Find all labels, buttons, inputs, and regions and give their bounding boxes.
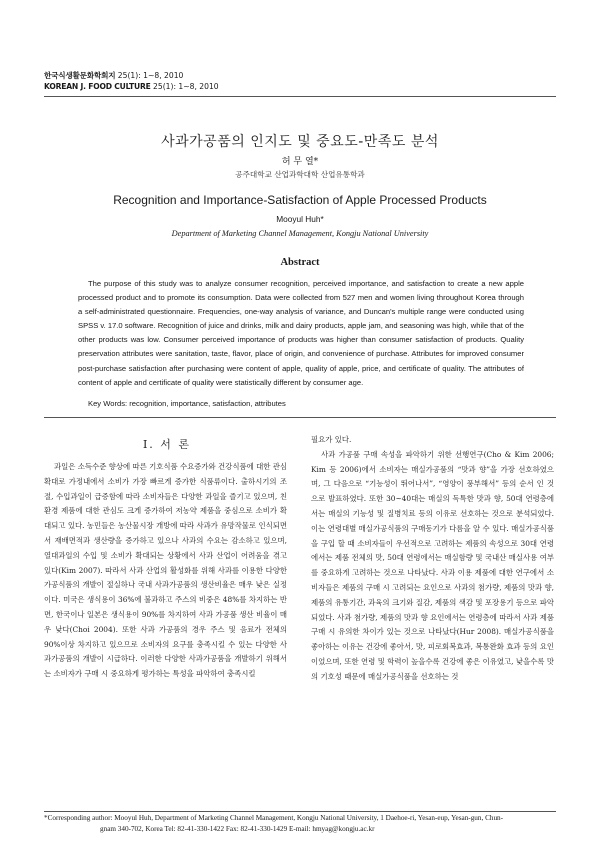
abstract-heading: Abstract (280, 257, 320, 268)
affiliation-ko: 공주대학교 산업과학대학 산업유통학과 (235, 170, 365, 179)
affiliation-en: Department of Marketing Channel Management, Kongju National University (171, 229, 429, 238)
journal-issue-ko: 25(1): 1~8, 2010 (117, 71, 184, 80)
abstract-body: The purpose of this study was to analyze consumer recognition, perceived importance, and satisfaction to create a new apple processed product and to promote its consumption. Data were collected from 527 men and women living throughout Korea through a self-administrated questionnaire. Frequencies, one-way analysis of variance, and Duncan's multiple range were conducted using SPSS v. 17.0 software. Recognition of juice and drinks, milk and dairy products, apple jam, and seasoning was high, while that of the other products was low. Consumer perceived importance of products was higher than consumer satisfaction of products. Quality preservation attributes were sanitation, taste, flavor, place of origin, and convenience of purchase. Attributes for improved consumer post-purchase satisfaction after purchasing were content of apple, quality of apple, price, and certificate of quality. The attributes of content of apple and certificate of quality were statistically different by consumer age. (78, 279, 524, 387)
corresponding-author-footnote (44, 813, 556, 834)
header-divider (44, 96, 556, 97)
footnote-divider (44, 811, 556, 812)
intro-paragraph-continued: 필요가 있다. (311, 435, 352, 444)
intro-paragraph: 과일은 소득수준 향상에 따른 기호식품 수요증가와 건강식품에 대한 관심확대로 가정내에서 소비가 가장 빠르게 증가한 식품류이다. 출하시기의 조절, 수입과일이 급증함에 따라 소비자들은 다양한 과일을 즐기고 있으며, 친환경 제품에 대한 관심도 크게 증가하여 저농약 제품을 중심으로 소비가 확대되고 있다. 농민들은 농산물시장 개방에 따라 사과가 유망작물로 인식되면서 재배면적과 생산량을 증가하고 있으나 사과의 수요는 감소하고 있으며, 열대과일의 수입 및 소비가 확대되는 상황에서 사과 산업이 어려움을 겪고 있다(Kim 2007). 따라서 사과 산업의 활성화를 위해 사과를 이용한 다양한 가공식품의 개발이 절실하나 국내 사과가공품의 생산비율은 매우 낮은 실정이다. 미국은 생식용이 36%에 불과하고 주스의 비중은 48%를 차지하는 반면, 한국이나 일본은 생식용이 90%를 차지하여 사과 가공품 생산 비율이 매우 낮다(Choi 2004). 또한 사과 가공품의 경우 주스 및 음료가 전체의 90%이상 차지하고 있으므로 소비자의 요구를 충족시킬 수 있는 다양한 사과가공품의 개발이 시급하다. 이러한 다양한 사과가공품을 개발하기 위해서는 소비자가 구매 시 중요하게 평가하는 특성을 파악하여 충족시킬 (44, 462, 287, 679)
section-heading-introduction: I. 서 론 (142, 438, 192, 451)
footnote-line-2: gnam 340-702, Korea Tel: 82-41-330-1422 Fax: 82-41-330-1429 E-mail: hmyag@kongju.ac.kr (100, 824, 375, 833)
journal-name-ko: 한국식생활문화학회지 (44, 71, 116, 80)
journal-name-en: KOREAN J. FOOD CULTURE (44, 82, 151, 91)
author-en: Mooyul Huh* (276, 214, 324, 224)
body-column-left (44, 460, 287, 682)
author-ko: 허 무 열* (281, 157, 319, 167)
journal-issue-en: 25(1): 1~8, 2010 (153, 82, 219, 91)
intro-paragraph: 사과 가공품 구매 속성을 파악하기 위한 선행연구(Cho & Kim 2006; Kim 등 2006)에서 소비자는 매실가공품의 “맛과 향”을 가장 선호하였으며, 그 다음으로 “기능성이 뛰어나서”, “영양이 풍부해서” 등의 순서 인 것으로 발표하였다. 또한 30~40대는 매실의 독특한 맛과 향, 50대 연령층에서는 매실의 기능성 및 질병치료 등의 이유로 선호하는 것으로 분석되었다. 이는 연령대별 매실가공식품의 구매동기가 다름을 알 수 있다. 매실가공식품을 구입 할 때 소비자들이 우선적으로 고려하는 제품의 속성으로 30대 연령에서는 제품 전체의 맛, 50대 연령에서는 매실함량 및 국내산 매실사용 여부를 중요하게 고려하는 것으로 나타났다. 사과 이용 제품에 대한 연구에서 소비자들은 제품의 구매 시 고려되는 요인으로 사과의 첨가량, 제품의 맛과 향, 제품의 유통기간, 과육의 크기와 질감, 제품의 색감 및 포장용기 등으로 파악되었다. 사과 첨가량, 제품의 맛과 향 요인에서는 연령층에 따라서 사과 제품 구매 시 유의한 차이가 있는 것으로 나타났다(Hur 2008). 매실가공식품을 좋아하는 이유는 건강에 좋아서, 맛, 피로회복효과, 복통완화 효과 등의 요인이었으며, 또한 연령 및 학력이 높을수록 건강에 좋은 이유였고, 낮을수록 맛의 기호성 때문에 매실가공식품을 선호하는 것 (311, 449, 554, 681)
abstract-divider (44, 417, 556, 418)
keywords: Key Words: recognition, importance, satisfaction, attributes (88, 399, 286, 408)
journal-header (44, 70, 219, 92)
paper-title-en: Recognition and Importance-Satisfaction of Apple Processed Products (113, 193, 487, 207)
footnote-line-1: *Corresponding author: Mooyul Huh, Department of Marketing Channel Management, Kongju National University, 1 Daehoe-ri, Yesan-eup, Yesan-gun, Chun- (44, 814, 504, 822)
paper-title-ko: 사과가공품의 인지도 및 중요도-만족도 분석 (161, 134, 439, 150)
body-column-right (311, 433, 554, 685)
